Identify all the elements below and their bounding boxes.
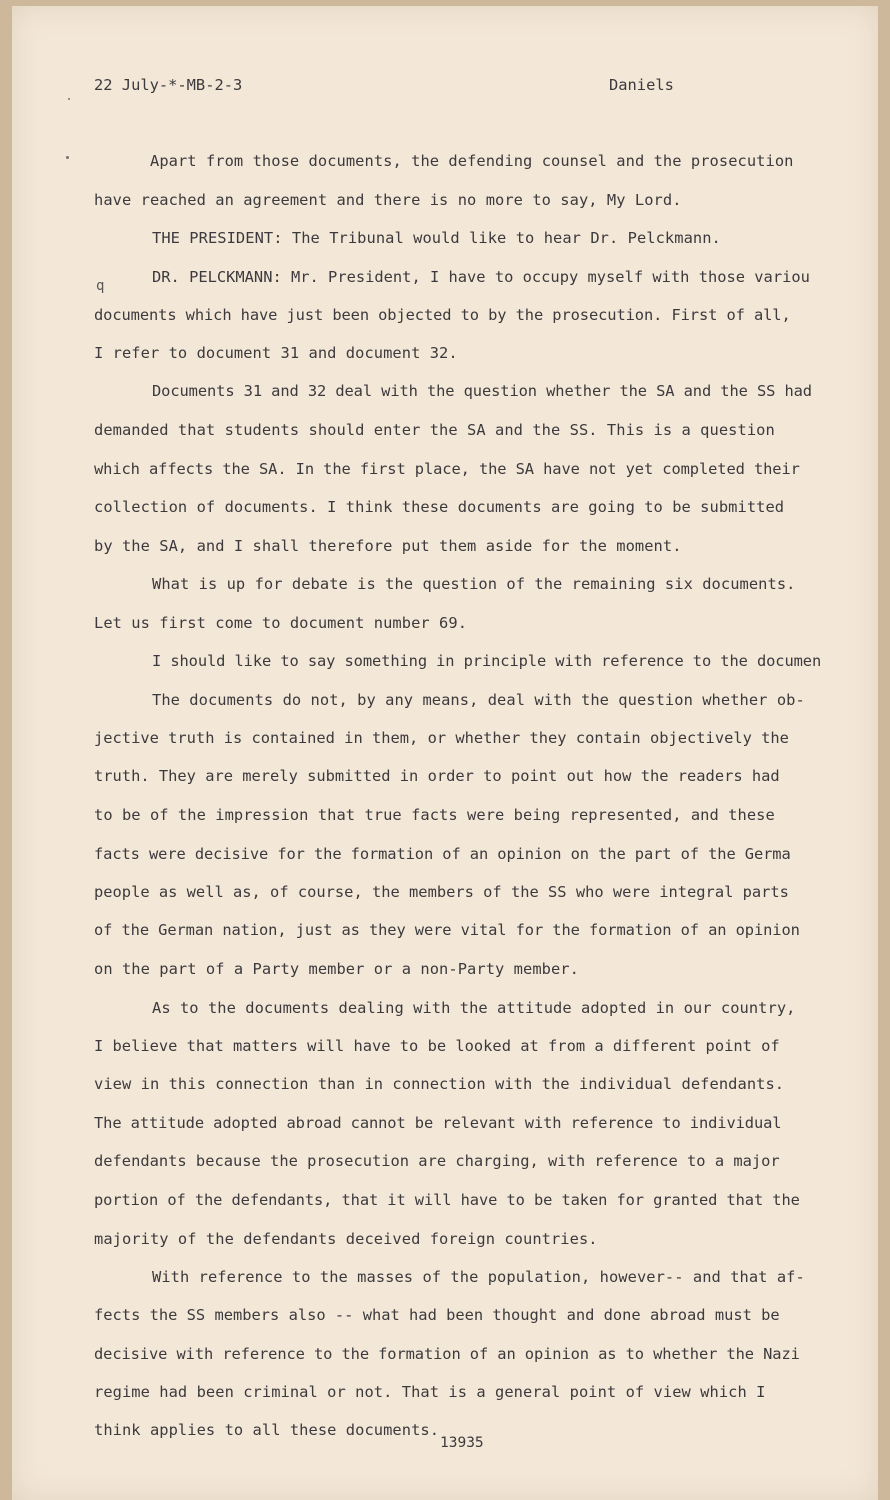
text-line: THE PRESIDENT: The Tribunal would like to hear Dr. Pelckmann. bbox=[152, 229, 721, 247]
text-line: jective truth is contained in them, or whether they contain objectively the bbox=[94, 729, 789, 747]
text-line: documents which have just been objected to by the prosecution. First of all, bbox=[94, 306, 791, 324]
text-line: by the SA, and I shall therefore put them aside for the moment. bbox=[94, 537, 682, 555]
text-line: of the German nation, just as they were vital for the formation of an opinion bbox=[94, 921, 800, 939]
document-page bbox=[12, 6, 878, 1500]
header-reporter-name: Daniels bbox=[609, 76, 674, 94]
text-line: I believe that matters will have to be looked at from a different point of bbox=[94, 1037, 780, 1055]
text-line: truth. They are merely submitted in order to point out how the readers had bbox=[94, 767, 780, 785]
text-line: majority of the defendants deceived foreign countries. bbox=[94, 1230, 598, 1248]
text-line: I should like to say something in principle with reference to the documen bbox=[152, 652, 822, 670]
margin-question-mark: q bbox=[96, 278, 105, 294]
text-line: defendants because the prosecution are charging, with reference to a major bbox=[94, 1152, 780, 1170]
text-line: I refer to document 31 and document 32. bbox=[94, 344, 458, 362]
text-line: think applies to all these documents. bbox=[94, 1421, 440, 1439]
text-line: Documents 31 and 32 deal with the question whether the SA and the SS had bbox=[152, 382, 812, 400]
text-line: What is up for debate is the question of the remaining six documents. bbox=[152, 575, 796, 593]
text-line: have reached an agreement and there is no more to say, My Lord. bbox=[94, 191, 682, 209]
text-line: As to the documents dealing with the attitude adopted in our country, bbox=[152, 999, 796, 1017]
text-line: regime had been criminal or not. That is a general point of view which I bbox=[94, 1383, 766, 1401]
text-line: portion of the defendants, that it will have to be taken for granted that the bbox=[94, 1191, 800, 1209]
text-line: to be of the impression that true facts were being represented, and these bbox=[94, 806, 775, 824]
text-line: The documents do not, by any means, deal with the question whether ob- bbox=[152, 691, 805, 709]
paper-speck bbox=[68, 98, 70, 100]
text-line: The attitude adopted abroad cannot be relevant with reference to individual bbox=[94, 1114, 782, 1132]
text-line: Apart from those documents, the defending counsel and the prosecution bbox=[150, 152, 794, 170]
text-line: facts were decisive for the formation of an opinion on the part of the Germa bbox=[94, 845, 791, 863]
paper-speck bbox=[66, 156, 69, 159]
text-line: With reference to the masses of the population, however-- and that af- bbox=[152, 1268, 805, 1286]
page-number: 13935 bbox=[440, 1435, 484, 1451]
text-line: collection of documents. I think these documents are going to be submitted bbox=[94, 498, 785, 516]
text-line: Let us first come to document number 69. bbox=[94, 614, 468, 632]
text-line: decisive with reference to the formation of an opinion as to whether the Nazi bbox=[94, 1345, 800, 1363]
text-line: which affects the SA. In the first place, the SA have not yet completed their bbox=[94, 460, 800, 478]
text-line: people as well as, of course, the members of the SS who were integral parts bbox=[94, 883, 789, 901]
text-line: demanded that students should enter the SA and the SS. This is a question bbox=[94, 421, 775, 439]
header-session-code: 22 July-*-MB-2-3 bbox=[94, 76, 243, 94]
text-line: DR. PELCKMANN: Mr. President, I have to occupy myself with those variou bbox=[152, 268, 810, 286]
text-line: fects the SS members also -- what had been thought and done abroad must be bbox=[94, 1306, 780, 1324]
text-line: view in this connection than in connection with the individual defendants. bbox=[94, 1075, 785, 1093]
text-line: on the part of a Party member or a non-Party member. bbox=[94, 960, 579, 978]
